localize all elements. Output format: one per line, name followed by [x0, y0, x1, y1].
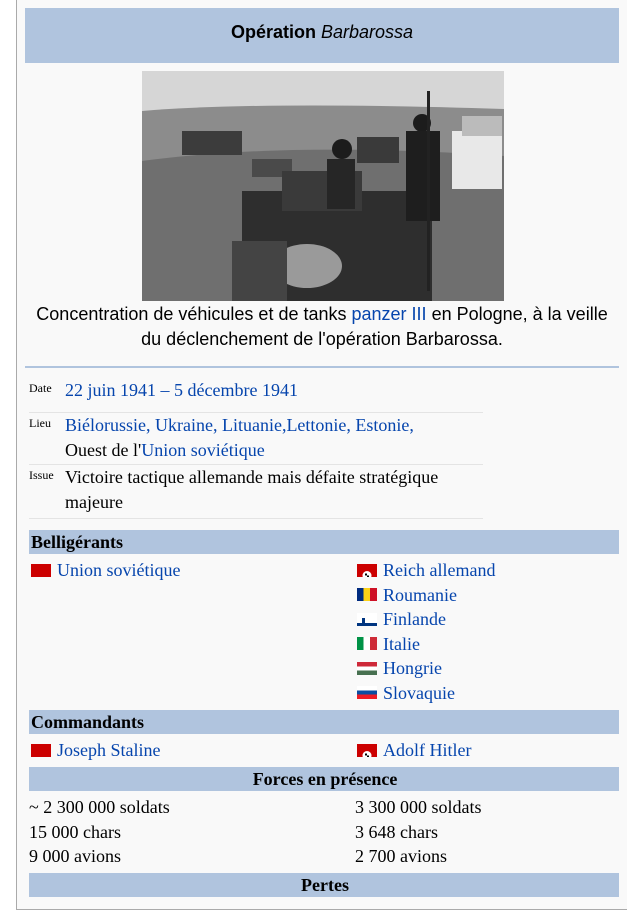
battle-photo[interactable] [142, 71, 504, 301]
nazi-germany-flag-icon [357, 564, 377, 577]
belligerent-link[interactable]: Reich allemand [383, 560, 496, 580]
belligerent-item [31, 558, 331, 583]
caption-text-after: en Pologne, à la veille du déclenchement de l'opération Barbarossa. [141, 304, 608, 349]
belligerent-link[interactable]: Finlande [383, 609, 446, 629]
section-header-commanders: Commandants [29, 710, 619, 734]
force-item: 15 000 chars [29, 821, 121, 842]
force-item: 3 300 000 soldats [355, 797, 482, 817]
section-header-forces: Forces en présence [29, 767, 619, 791]
section-header-belligerents: Belligérants [29, 530, 619, 554]
ussr-flag-icon [31, 744, 51, 757]
forces-left [29, 795, 329, 869]
fact-label: Date [29, 381, 52, 395]
title-italic: Barbarossa [320, 22, 414, 42]
fact-row-outcome [29, 464, 483, 518]
belligerents-left [31, 558, 331, 583]
finland-flag-icon [357, 613, 377, 626]
force-item: 3 648 chars [355, 821, 438, 842]
nazi-germany-flag-icon [357, 744, 377, 757]
fact-value-date[interactable]: 22 juin 1941 – 5 décembre 1941 [65, 380, 298, 400]
tank-photo-illustration [142, 71, 504, 301]
infobox-title [25, 8, 619, 63]
romania-flag-icon [357, 588, 377, 601]
place-link-ussr[interactable]: Union soviétique [141, 439, 265, 460]
belligerent-item [357, 583, 617, 608]
belligerent-link[interactable]: Union soviétique [57, 560, 181, 580]
fact-label: Lieu [29, 415, 51, 430]
belligerent-link[interactable]: Slovaquie [383, 682, 455, 703]
belligerent-link[interactable]: Italie [383, 633, 420, 654]
forces-right [355, 795, 615, 869]
fact-row-date [29, 378, 483, 412]
force-item: 2 700 avions [355, 846, 447, 866]
belligerent-item [357, 607, 617, 632]
section-divider [25, 366, 619, 368]
force-item: 9 000 avions [29, 846, 121, 866]
place-links[interactable]: Biélorussie, Ukraine, Lituanie,Lettonie, Estonie, [65, 414, 414, 435]
commander-item [357, 738, 617, 763]
place-text: Ouest de l' [65, 439, 142, 460]
photo-caption [25, 302, 619, 352]
italy-flag-icon [357, 637, 377, 650]
slovakia-flag-icon [357, 686, 377, 699]
ussr-flag-icon [31, 564, 51, 577]
hungary-flag-icon [357, 662, 377, 675]
commander-item [31, 738, 331, 763]
infobox [16, 0, 627, 910]
commander-left [31, 738, 331, 763]
section-header-losses: Pertes [29, 873, 619, 897]
commander-link[interactable]: Joseph Staline [57, 740, 161, 760]
facts-table [29, 378, 483, 519]
belligerent-item [357, 558, 617, 583]
belligerents-right [357, 558, 617, 705]
title-prefix: Opération [230, 22, 316, 42]
caption-text-before: Concentration de véhicules et de tanks [36, 304, 347, 324]
belligerent-item [357, 632, 617, 657]
fact-label: Issue [29, 467, 54, 482]
belligerent-link[interactable]: Hongrie [383, 658, 442, 678]
fact-value-outcome: Victoire tactique allemande mais défaite stratégique majeure [65, 466, 439, 512]
fact-value-place [65, 412, 483, 464]
belligerent-link[interactable]: Roumanie [383, 584, 457, 605]
commander-right [357, 738, 617, 763]
fact-row-place [29, 412, 483, 464]
belligerent-item [357, 656, 617, 681]
caption-link-panzer[interactable]: panzer III [351, 304, 427, 324]
commander-link[interactable]: Adolf Hitler [383, 740, 472, 760]
force-item: ~ 2 300 000 soldats [29, 797, 170, 817]
belligerent-item [357, 681, 617, 706]
